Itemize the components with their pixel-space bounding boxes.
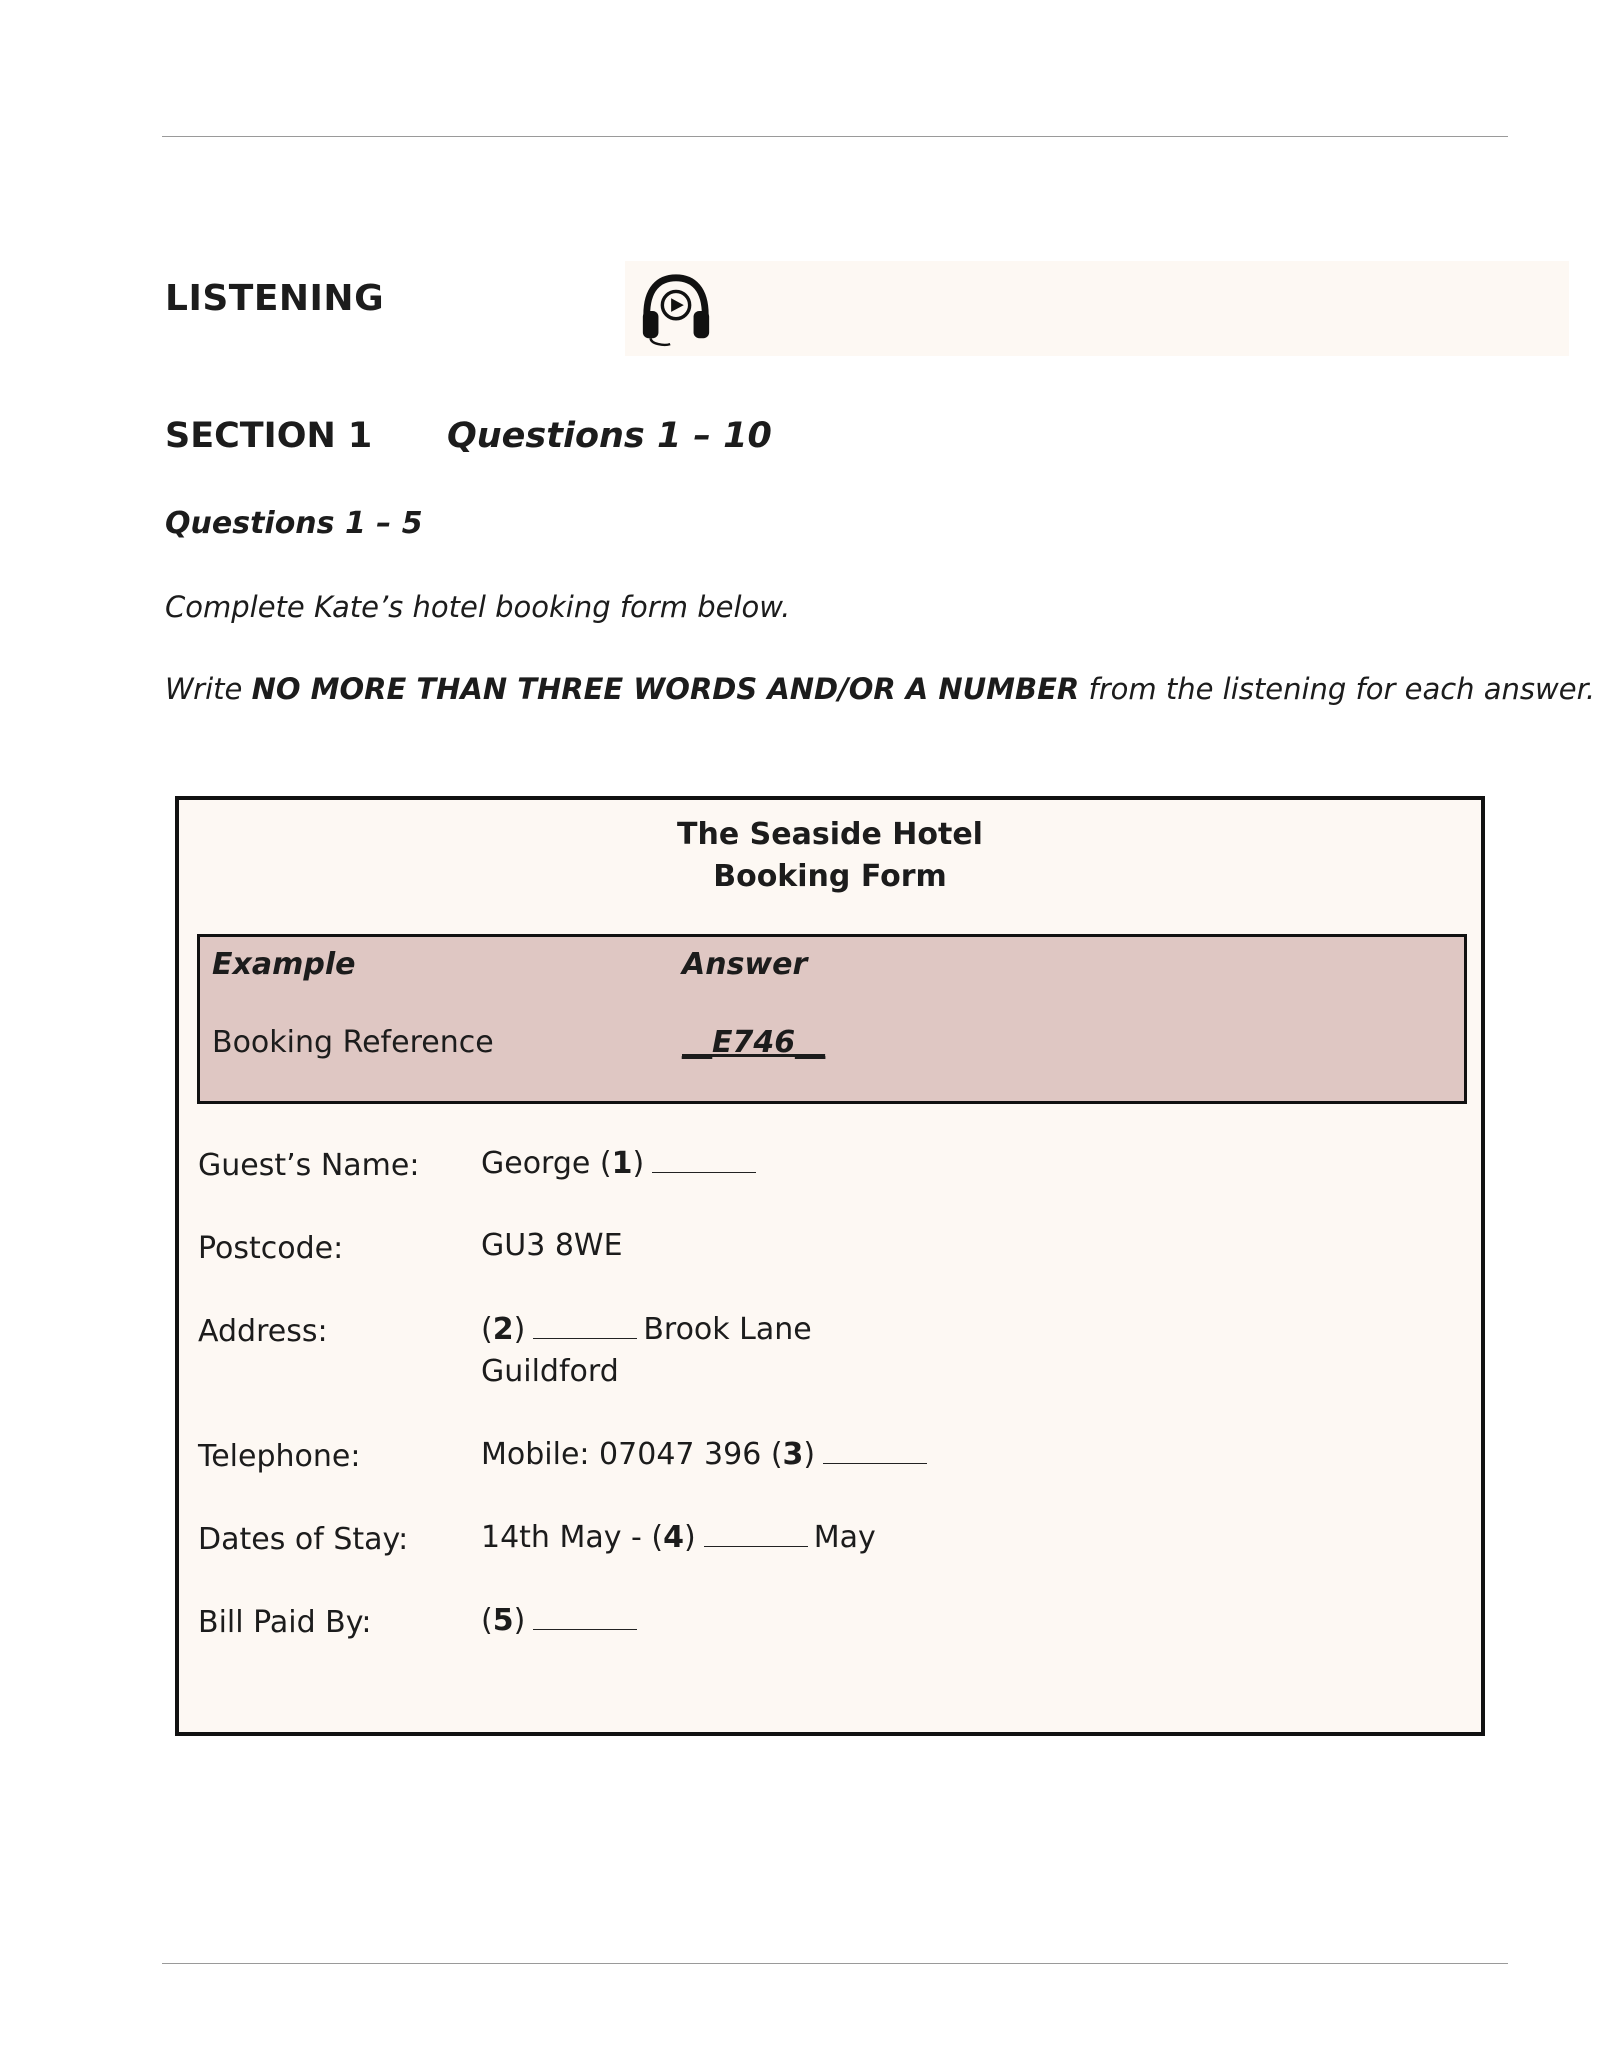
headphones-play-icon[interactable] — [637, 270, 715, 348]
field-label-postcode: Postcode: — [198, 1231, 344, 1266]
field-label-dates-of-stay: Dates of Stay: — [198, 1522, 409, 1557]
field-label-guest-name: Guest’s Name: — [198, 1148, 420, 1183]
subsection-heading: Questions 1 – 5 — [165, 506, 423, 541]
bottom-divider — [162, 1963, 1508, 1964]
field-value-telephone: Mobile: 07047 396 (3) — [481, 1433, 933, 1476]
example-box — [197, 934, 1467, 1104]
field-value-dates-of-stay: 14th May - (4) May — [481, 1516, 876, 1559]
page-title: LISTENING — [165, 278, 385, 319]
field-label-bill-paid-by: Bill Paid By: — [198, 1605, 372, 1640]
address-town: Guildford — [481, 1354, 619, 1389]
top-divider — [162, 136, 1508, 137]
field-value-guest-name: George (1) — [481, 1142, 762, 1185]
answer-heading: Answer — [682, 947, 808, 982]
answer-blank-3[interactable] — [823, 1433, 927, 1464]
form-title-booking: Booking Form — [713, 859, 947, 894]
field-label-address: Address: — [198, 1314, 328, 1349]
field-value-bill-paid-by: (5) — [481, 1599, 643, 1642]
answer-blank-1[interactable] — [652, 1142, 756, 1173]
field-label-telephone: Telephone: — [198, 1439, 361, 1474]
field-value-address: (2) Brook Lane Guildford — [481, 1308, 812, 1393]
instruction-word-limit: Write NO MORE THAN THREE WORDS AND/OR A NUMBER from the listening for each answer. — [165, 672, 1596, 706]
answer-blank-2[interactable] — [533, 1308, 637, 1339]
audio-player-bar[interactable] — [625, 261, 1569, 356]
section-question-range: Questions 1 – 10 — [447, 416, 772, 456]
example-answer: __E746__ — [682, 1025, 826, 1060]
form-title-hotel: The Seaside Hotel — [677, 817, 983, 852]
section-heading — [165, 416, 772, 456]
example-heading: Example — [212, 947, 356, 982]
answer-blank-4[interactable] — [704, 1516, 808, 1547]
answer-blank-5[interactable] — [533, 1599, 637, 1630]
instruction-complete: Complete Kate’s hotel booking form below. — [165, 590, 791, 624]
section-label: SECTION 1 — [165, 416, 373, 456]
example-label: Booking Reference — [212, 1025, 494, 1060]
field-value-postcode: GU3 8WE — [481, 1228, 623, 1263]
booking-form — [175, 796, 1485, 1736]
